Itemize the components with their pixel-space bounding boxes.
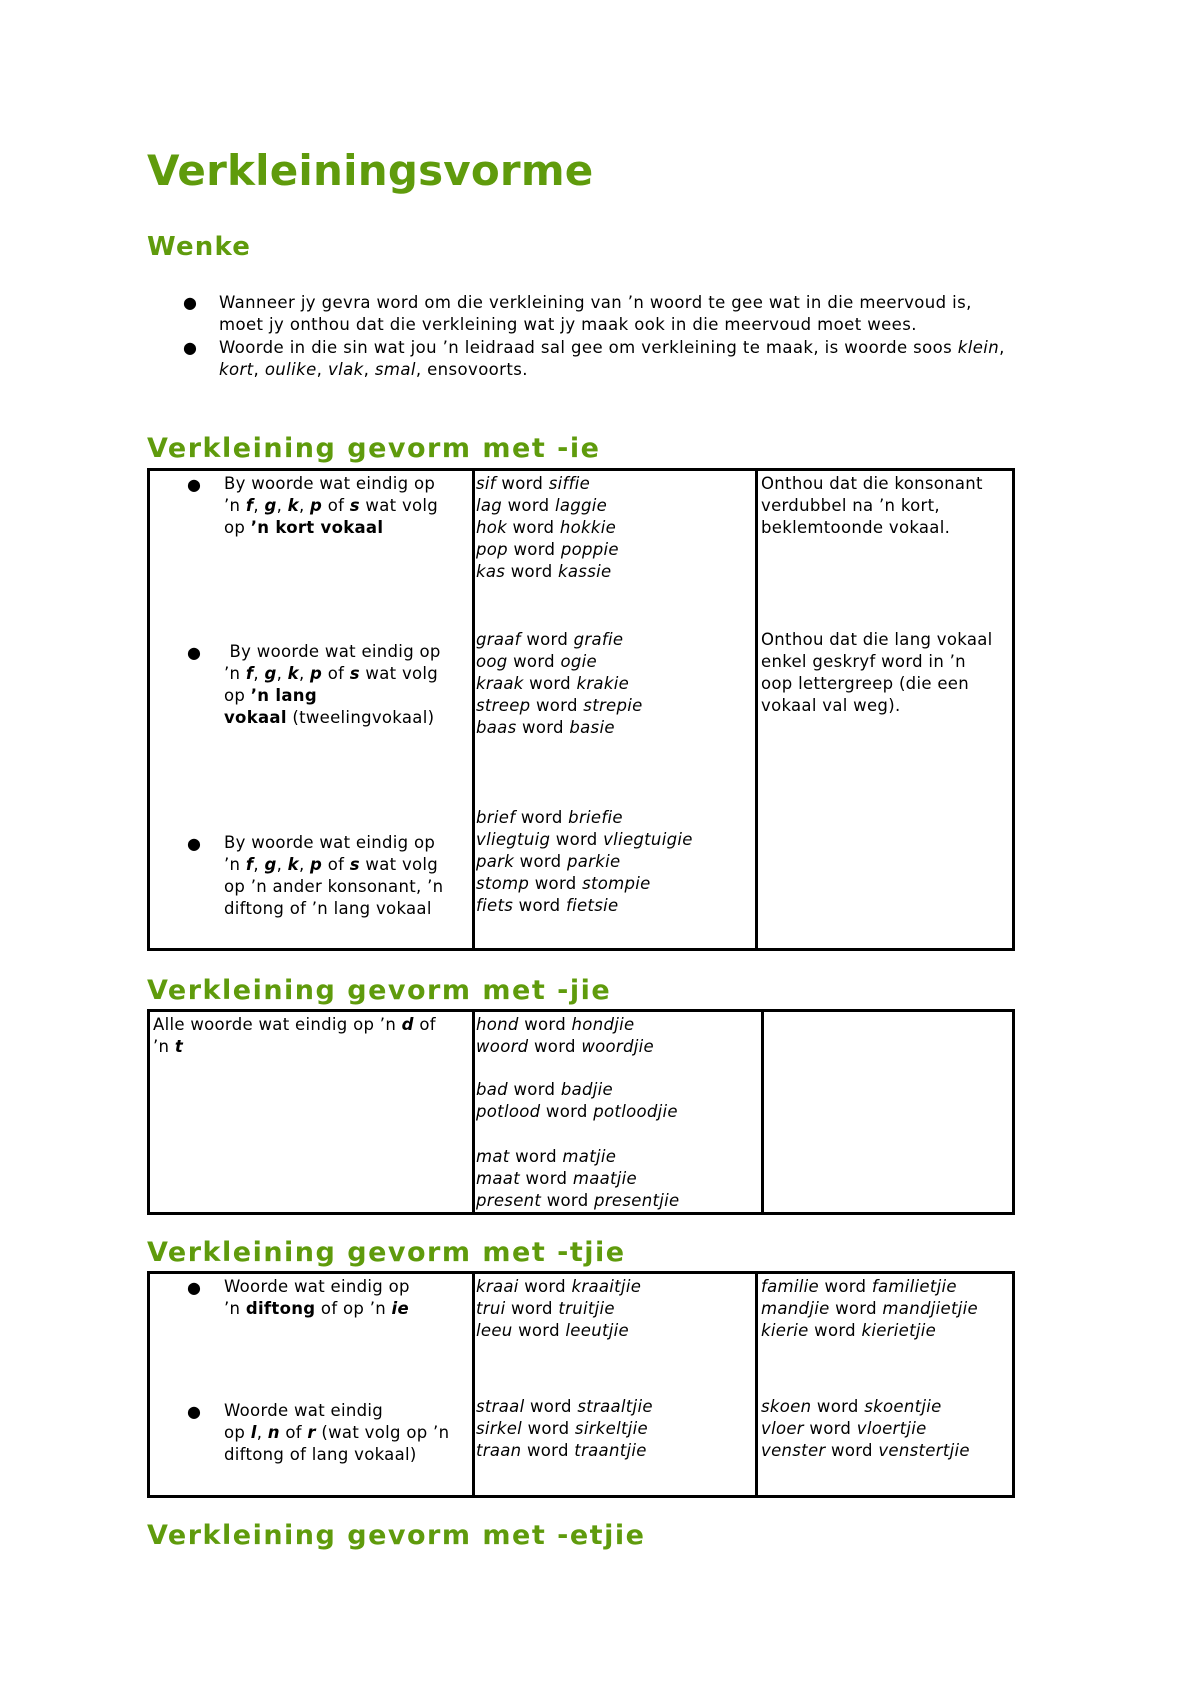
example-row: graaf word grafie xyxy=(476,630,624,649)
example-row: straal word straaltjie xyxy=(476,1397,653,1416)
example-row: kierie word kierietjie xyxy=(761,1321,937,1340)
example-row: mat word matjie xyxy=(476,1147,617,1166)
example-row: present word presentjie xyxy=(476,1191,680,1210)
bullet-icon: ● xyxy=(187,1278,201,1297)
examples-ie-2 xyxy=(476,629,643,739)
examples-tjie-1 xyxy=(476,1276,641,1342)
note-line: vokaal val weg). xyxy=(761,696,901,715)
example-row: skoen word skoentjie xyxy=(761,1397,942,1416)
rule-tjie-2: Woorde wat eindig op l, n of r (wat volg op ’n diftong of lang vokaal) xyxy=(224,1401,450,1464)
examples-tjie-1b xyxy=(761,1276,978,1342)
bullet-icon: ● xyxy=(183,338,197,357)
bullet-icon: ● xyxy=(187,834,201,853)
example-row: mandjie word mandjietjie xyxy=(761,1299,978,1318)
example-row: stomp word stompie xyxy=(476,874,651,893)
example-row: oog word ogie xyxy=(476,652,597,671)
example-row: familie word familietjie xyxy=(761,1277,957,1296)
note-line: verdubbel na ’n kort, xyxy=(761,496,940,515)
note-line: Onthou dat die lang vokaal xyxy=(761,630,993,649)
bullet-icon: ● xyxy=(187,1402,201,1421)
section-etjie-heading: Verkleining gevorm met -etjie xyxy=(147,1520,646,1551)
note-line: beklemtoonde vokaal. xyxy=(761,518,951,537)
bullet-icon: ● xyxy=(187,475,201,494)
example-row: park word parkie xyxy=(476,852,621,871)
bullet-icon: ● xyxy=(183,293,197,312)
example-row: fiets word fietsie xyxy=(476,896,619,915)
note-line: oop lettergreep (die een xyxy=(761,674,969,693)
tip-item-1 xyxy=(219,292,972,335)
rule-ie-2: By woorde wat eindig op ’n f, g, k, p of s wat volg op ’n lang vokaal (tweelingvokaal) xyxy=(224,642,441,727)
examples-jie-2 xyxy=(476,1079,678,1123)
example-row: traan word traantjie xyxy=(476,1441,647,1460)
example-row: vloer word vloertjie xyxy=(761,1419,927,1438)
example-row: kas word kassie xyxy=(476,562,612,581)
section-ie-heading: Verkleining gevorm met -ie xyxy=(147,433,601,464)
example-row: lag word laggie xyxy=(476,496,608,515)
examples-jie-3 xyxy=(476,1146,679,1212)
page-title: Verkleiningsvorme xyxy=(147,146,594,195)
table-ie xyxy=(147,468,1015,951)
example-row: potlood word potloodjie xyxy=(476,1102,678,1121)
example-row: maat word maatjie xyxy=(476,1169,638,1188)
tip-1-line-1: Wanneer jy gevra word om die verkleining van ’n woord te gee wat in die meervoud is, xyxy=(219,293,972,312)
tip-1-line-2: moet jy onthou dat die verkleining wat jy maak ook in die meervoud moet wees. xyxy=(219,314,917,334)
example-row: woord word woordjie xyxy=(476,1037,654,1056)
note-ie-2 xyxy=(761,629,993,717)
section-tjie-heading: Verkleining gevorm met -tjie xyxy=(147,1237,626,1268)
note-ie-1 xyxy=(761,473,983,539)
rule-jie: Alle woorde wat eindig op ’n d of ’n t xyxy=(153,1015,436,1056)
rule-tjie-1: Woorde wat eindig op ’n diftong of op ’n ie xyxy=(224,1277,410,1318)
examples-jie-1 xyxy=(476,1014,654,1058)
bullet-icon: ● xyxy=(187,643,201,662)
example-row: kraak word krakie xyxy=(476,674,630,693)
examples-ie-1 xyxy=(476,473,619,583)
note-line: Onthou dat die konsonant xyxy=(761,474,983,493)
tip-item-2: Woorde in die sin wat jou ’n leidraad sal gee om verkleining te maak, is woorde soos klein, kort, oulike, vlak, smal, ensovoorts. xyxy=(219,338,1005,379)
examples-tjie-2 xyxy=(476,1396,653,1462)
examples-tjie-2b xyxy=(761,1396,970,1462)
example-row: sif word siffie xyxy=(476,474,591,493)
example-row: vliegtuig word vliegtuigie xyxy=(476,830,693,849)
examples-ie-3 xyxy=(476,807,693,917)
example-row: streep word strepie xyxy=(476,696,643,715)
example-row: kraai word kraaitjie xyxy=(476,1277,642,1296)
example-row: pop word poppie xyxy=(476,540,619,559)
example-row: sirkel word sirkeltjie xyxy=(476,1419,648,1438)
example-row: leeu word leeutjie xyxy=(476,1321,629,1340)
tips-heading: Wenke xyxy=(147,232,252,262)
table-jie xyxy=(147,1009,1015,1215)
table-tjie xyxy=(147,1271,1015,1498)
example-row: venster word venstertjie xyxy=(761,1441,970,1460)
example-row: hok word hokkie xyxy=(476,518,617,537)
example-row: trui word truitjie xyxy=(476,1299,615,1318)
rule-ie-1: By woorde wat eindig op ’n f, g, k, p of s wat volg op ’n kort vokaal xyxy=(224,474,439,537)
example-row: hond word hondjie xyxy=(476,1015,635,1034)
section-jie-heading: Verkleining gevorm met -jie xyxy=(147,975,612,1006)
note-line: enkel geskryf word in ’n xyxy=(761,652,966,671)
example-row: bad word badjie xyxy=(476,1080,614,1099)
example-row: brief word briefie xyxy=(476,808,623,827)
rule-ie-3: By woorde wat eindig op ’n f, g, k, p of s wat volg op ’n ander konsonant, ’n diftong of ’n lang vokaal xyxy=(224,833,444,918)
example-row: baas word basie xyxy=(476,718,615,737)
